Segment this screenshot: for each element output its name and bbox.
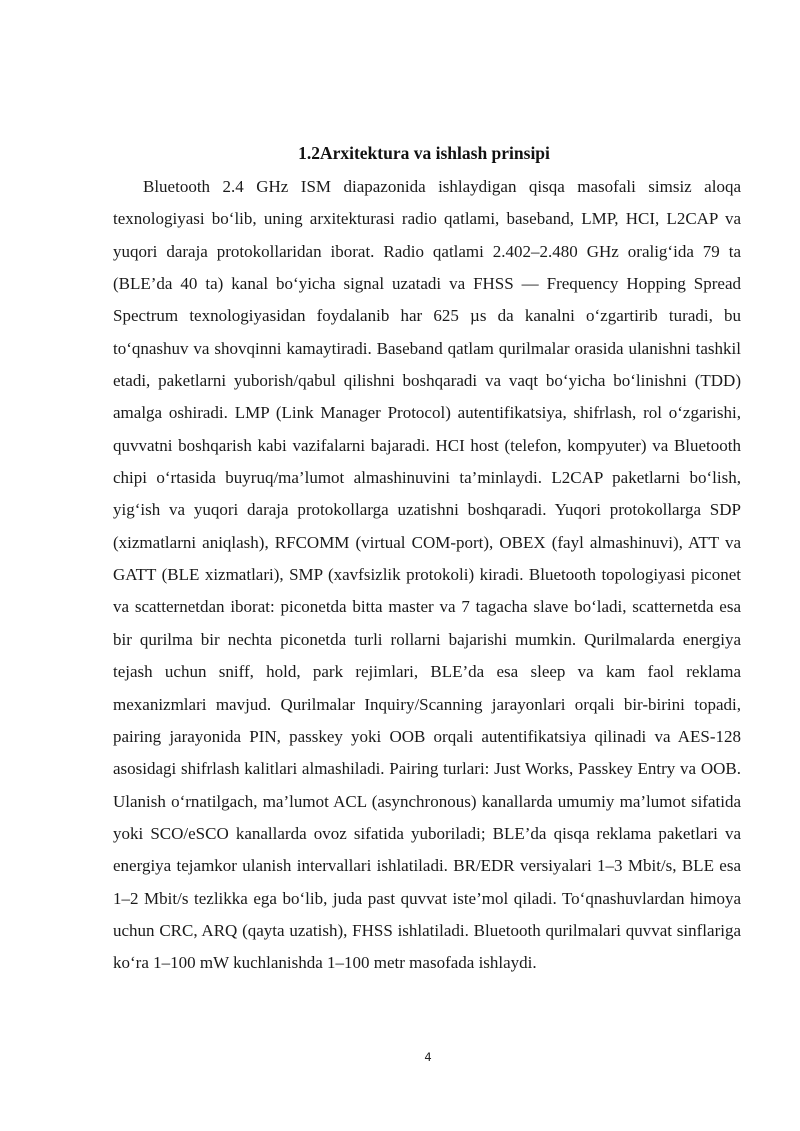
body-paragraph: Bluetooth 2.4 GHz ISM diapazonida ishlaydigan qisqa masofali simsiz aloqa texnologiyasi bo‘lib, uning arxitekturasi radio qatlami, baseband, LMP, HCI, L2CAP va yuqori daraja protokollaridan iborat. Radio qatlami 2.402–2.480 GHz oralig‘ida 79 ta (BLE’da 40 ta) kanal bo‘yicha signal uzatadi va FHSS — Frequency Hopping Spread Spectrum texnologiyasidan foydalanib har 625 µs da kanalni o‘zgartirib turadi, bu to‘qnashuv va shovqinni kamaytiradi. Baseband qatlam qurilmalar orasida ulanishni tashkil etadi, paketlarni yuborish/qabul qilishni boshqaradi va vaqt bo‘yicha bo‘linishni (TDD) amalga oshiradi. LMP (Link Manager Protocol) autentifikatsiya, shifrlash, rol o‘zgarishi, quvvatni boshqarish kabi vazifalarni bajaradi. HCI host (telefon, kompyuter) va Bluetooth chipi o‘rtasida buyruq/ma’lumot almashinuvini ta’minlaydi. L2CAP paketlarni bo‘lish, yig‘ish va yuqori daraja protokollarga uzatishni boshqaradi. Yuqori protokollarga SDP (xizmatlarni aniqlash), RFCOMM (virtual COM-port), OBEX (fayl almashinuvi), ATT va GATT (BLE xizmatlari), SMP (xavfsizlik protokoli) kiradi. Bluetooth topologiyasi piconet va scatternetdan iborat: piconetda bitta master va 7 tagacha slave bo‘ladi, scatternetda esa bir qurilma bir nechta piconetda turli rollarni bajarishi mumkin. Qurilmalarda energiya tejash uchun sniff, hold, park rejimlari, BLE’da esa sleep va kam faol reklama mexanizmlari mavjud. Qurilmalar Inquiry/Scanning jarayonlari orqali bir-birini topadi, pairing jarayonida PIN, passkey yoki OOB orqali autentifikatsiya qilinadi va AES-128 asosidagi shifrlash kalitlari almashiladi. Pairing turlari: Just Works, Passkey Entry va OOB. Ulanish o‘rnatilgach, ma’lumot ACL (asynchronous) kanallarda umumiy ma’lumot sifatida yoki SCO/eSCO kanallarda ovoz sifatida yuboriladi; BLE’da qisqa reklama paketlari va energiya tejamkor ulanish intervallari ishlatiladi. BR/EDR versiyalari 1–3 Mbit/s, BLE esa 1–2 Mbit/s tezlikka ega bo‘lib, juda past quvvat iste’mol qiladi. To‘qnashuvlardan himoya uchun CRC, ARQ (qayta uzatish), FHSS ishlatiladi. Bluetooth qurilmalari quvvat sinflariga ko‘ra 1–100 mW kuchlanishda 1–100 metr masofada ishlaydi. [113,177,741,973]
page-number: 4 [424,1050,432,1064]
section-title: 1.2Arxitektura va ishlash prinsipi [298,143,550,163]
